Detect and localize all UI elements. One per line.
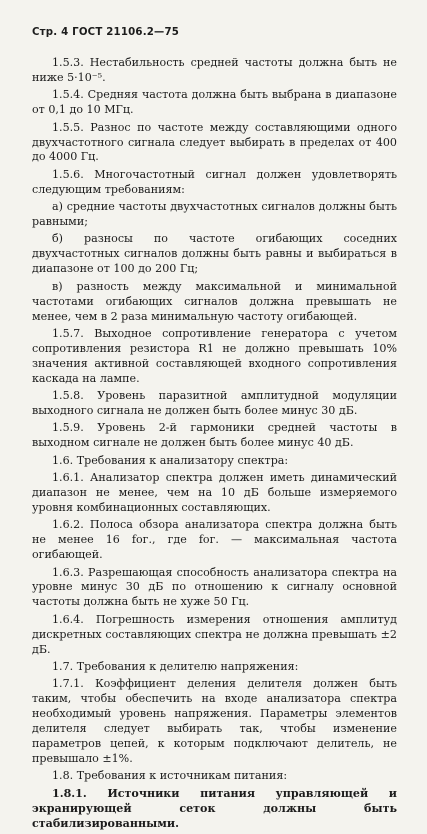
clause-1-6-2: 1.6.2. Полоса обзора анализатора спектра должна быть не менее 16 fог., где fог. — максимальная частота огибающей.	[32, 518, 397, 562]
clause-1-5-6-b: б) разносы по частоте огибающих соседних двухчастотных сигналов должны быть равны и выбираться в диапазоне от 100 до 200 Гц;	[32, 232, 397, 276]
clause-1-5-8: 1.5.8. Уровень паразитной амплитудной модуляции выходного сигнала не должен быть более минус 30 дБ.	[32, 389, 397, 417]
clause-1-5-7: 1.5.7. Выходное сопротивление генератора с учетом сопротивления резистора R1 не должно превышать 10% значения активной составляющей входного сопротивления каскада на лампе.	[32, 326, 397, 385]
clause-1-6-1: 1.6.1. Анализатор спектра должен иметь динамический диапазон не менее, чем на 10 дБ больше измеряемого уровня комбинационных составляющих.	[32, 471, 397, 514]
clause-1-5-6-v: в) разность между максимальной и минимальной частотами огибающих сигналов должна превышать не менее, чем в 2 раза минимальную частоту огибающей.	[32, 279, 397, 323]
clause-1-5-5: 1.5.5. Разнос по частоте между составляющими одного двухчастотного сигнала следует выбирать в пределах от 400 до 4000 Гц.	[32, 120, 397, 164]
section-1-8-heading: 1.8. Требования к источникам питания:	[52, 769, 288, 783]
clause-1-5-3: 1.5.3. Нестабильность средней частоты должна быть не ниже 5·10⁻⁵.	[32, 56, 397, 84]
clause-1-5-9: 1.5.9. Уровень 2-й гармоники средней частоты в выходном сигнале не должен быть более минус 40 дБ.	[32, 421, 397, 450]
clause-1-5-6: 1.5.6. Многочастотный сигнал должен удовлетворять следующим требованиям:	[32, 167, 397, 196]
clause-1-7-1: 1.7.1. Коэффициент деления делителя должен быть таким, чтобы обеспечить на входе анализатора спектра необходимый уровень напряжения. Параметры элементов делителя следует выбирать так, чтобы изменение параметров цепей, к которым подключают делитель, не превышало ±1%.	[32, 677, 397, 765]
section-1-6-heading: 1.6. Требования к анализатору спектра:	[52, 453, 289, 467]
clause-1-6-4: 1.6.4. Погрешность измерения отношения амплитуд дискретных составляющих спектра не должна превышать ±2 дБ.	[32, 612, 397, 656]
clause-1-5-6-a: а) средние частоты двухчастотных сигналов должны быть равными;	[32, 200, 397, 229]
document-body	[32, 56, 397, 834]
section-1-7-heading: 1.7. Требования к делителю напряжения:	[52, 659, 299, 673]
page-header: Стр. 4 ГОСТ 21106.2—75	[32, 27, 180, 38]
clause-1-6-3: 1.6.3. Разрешающая способность анализатора спектра на уровне минус 30 дБ по отношению к сигналу основной частоты должна быть не хуже 50 Гц.	[32, 565, 397, 609]
clause-1-8-1: 1.8.1. Источники питания управляющей и экранирующей сеток должны быть стабилизированными.	[32, 786, 397, 830]
clause-1-5-4: 1.5.4. Средняя частота должна быть выбрана в диапазоне от 0,1 до 10 МГц.	[32, 88, 397, 117]
